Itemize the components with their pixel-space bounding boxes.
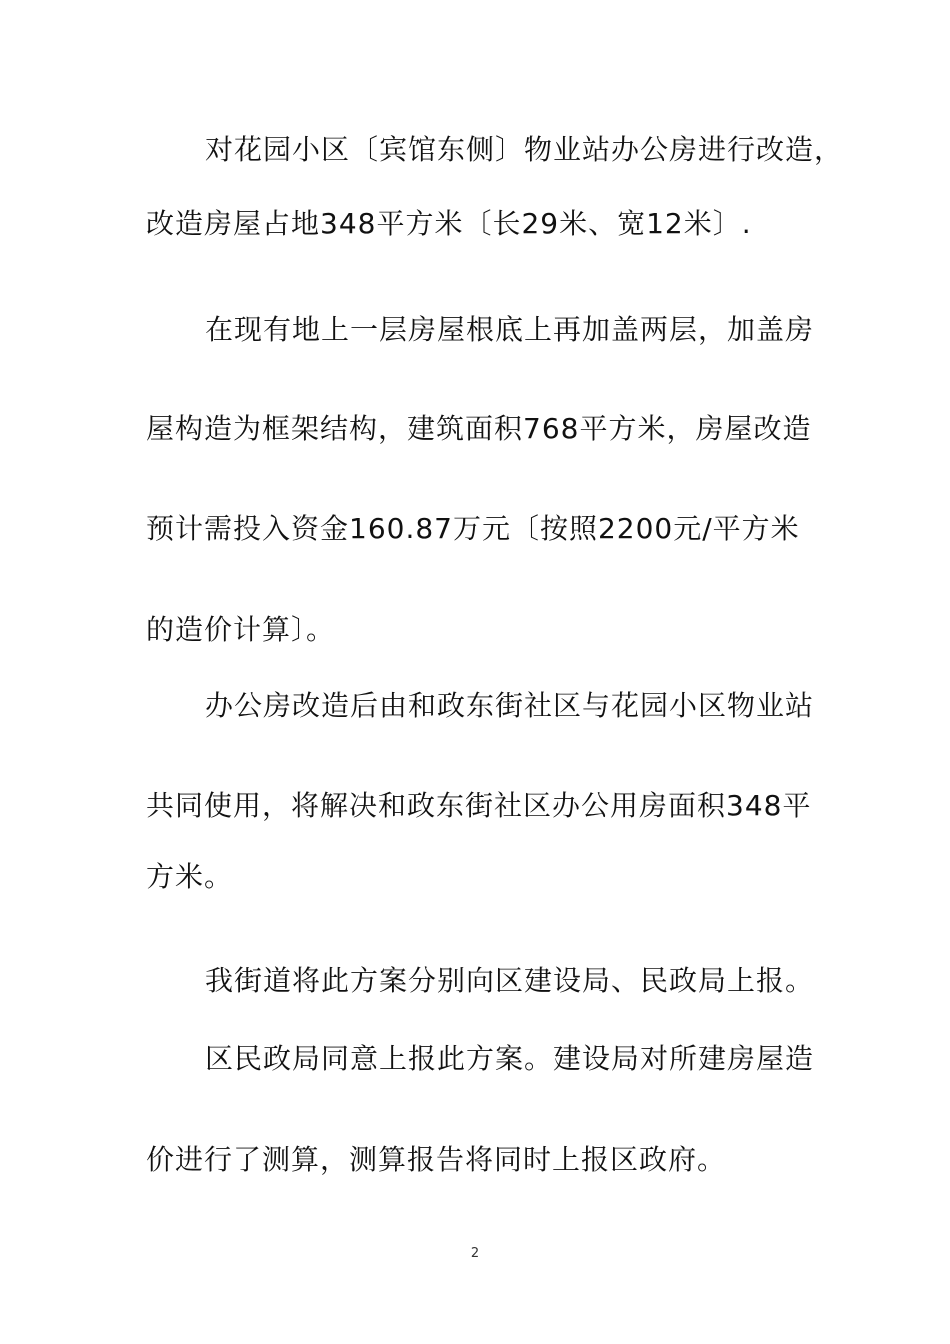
paragraph-3-line-3: 方米。 (146, 860, 234, 893)
paragraph-1-line-1: 对花园小区〔宾馆东侧〕物业站办公房进行改造， (205, 133, 844, 166)
paragraph-2-line-2: 屋构造为框架结构，建筑面积768平方米，房屋改造 (146, 412, 812, 445)
page-number: 2 (470, 1246, 480, 1261)
paragraph-5-line-2: 价进行了测算，测算报告将同时上报区政府。 (146, 1143, 727, 1176)
paragraph-5-line-1: 区民政局同意上报此方案。建设局对所建房屋造 (205, 1042, 815, 1075)
paragraph-4-line-1: 我街道将此方案分别向区建设局、民政局上报。 (205, 964, 815, 997)
paragraph-2-line-1: 在现有地上一层房屋根底上再加盖两层，加盖房 (205, 313, 815, 346)
paragraph-2-line-4: 的造价计算〕。 (146, 613, 336, 646)
paragraph-3-line-2: 共同使用，将解决和政东街社区办公用房面积348平 (146, 789, 812, 822)
paragraph-3-line-1: 办公房改造后由和政东街社区与花园小区物业站 (205, 689, 815, 722)
paragraph-1-line-2: 改造房屋占地348平方米〔长29米、宽12米〕. (146, 207, 752, 240)
paragraph-2-line-3: 预计需投入资金160.87万元〔按照2200元/平方米 (146, 512, 800, 545)
